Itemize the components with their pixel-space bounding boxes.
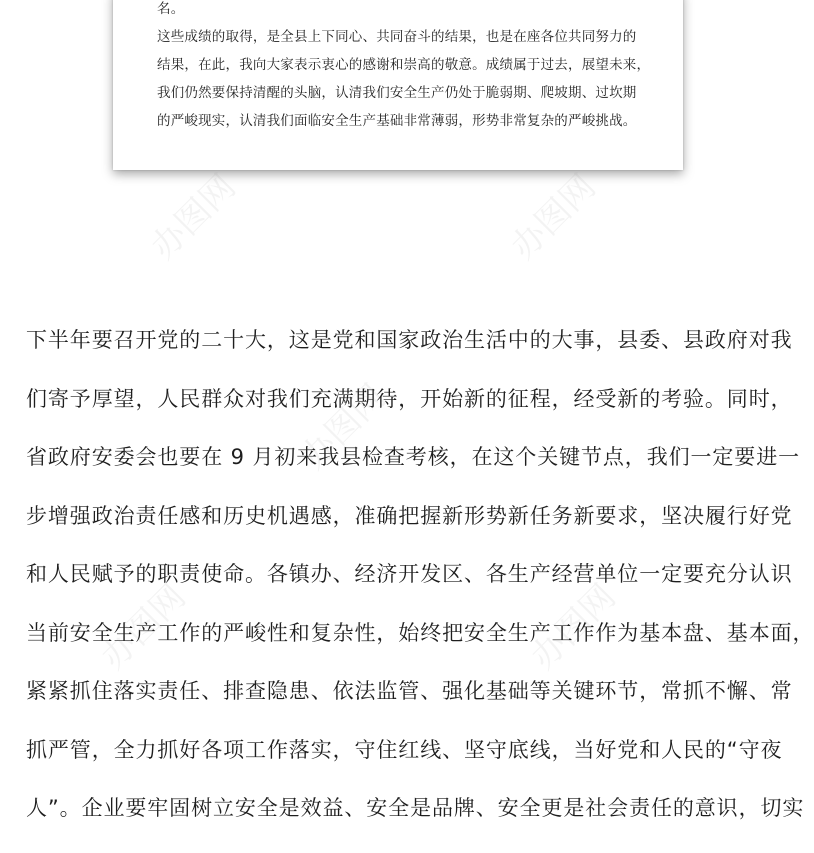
body-line-4: 步增强政治责任感和历史机遇感，准确把握新形势新任务新要求，坚决履行好党 <box>26 503 793 528</box>
card-line-4: 我们仍然要保持清醒的头脑，认清我们安全生产仍处于脆弱期、爬坡期、过坎期 <box>157 85 637 101</box>
watermark-2: 办图网 <box>503 166 604 268</box>
preview-page-card <box>113 0 683 170</box>
body-line-9: 人”。企业要牢固树立安全是效益、安全是品牌、安全更是社会责任的意识，切实 <box>26 796 805 820</box>
body-line-1: 下半年要召开党的二十大，这是党和国家政治生活中的大事，县委、县政府对我 <box>26 328 793 352</box>
card-line-5: 的严峻现实，认清我们面临安全生产基础非常薄弱，形势非常复杂的严峻挑战。 <box>157 113 637 129</box>
card-line-2: 这些成绩的取得，是全县上下同心、共同奋斗的结果，也是在座各位共同努力的 <box>157 29 637 45</box>
body-line-7: 紧紧抓住落实责任、排查隐患、依法监管、强化基础等关键环节，常抓不懈、常 <box>26 679 793 703</box>
body-line-2: 们寄予厚望，人民群众对我们充满期待，开始新的征程，经受新的考验。同时， <box>26 386 793 411</box>
watermark-1: 办图网 <box>143 166 244 268</box>
watermark-3: 办图网 <box>293 376 394 478</box>
body-paragraph <box>26 326 814 853</box>
watermark-4: 办图网 <box>93 576 194 678</box>
watermark-5: 办图网 <box>523 576 624 678</box>
body-line-3: 省政府安委会也要在 9 月初来我县检查考核，在这个关键节点，我们一定要进一 <box>26 445 801 469</box>
card-line-1: 名。 <box>157 1 185 17</box>
body-line-6: 当前安全生产工作的严峻性和复杂性，始终把安全生产工作作为基本盘、基本面， <box>26 620 814 645</box>
body-line-8: 抓严管，全力抓好各项工作落实，守住红线、坚守底线，当好党和人民的“守夜 <box>26 737 783 762</box>
card-line-3: 结果，在此，我向大家表示衷心的感谢和崇高的敬意。成绩属于过去，展望未来， <box>157 57 651 73</box>
body-line-5: 和人民赋予的职责使命。各镇办、经济开发区、各生产经营单位一定要充分认识 <box>26 562 793 586</box>
